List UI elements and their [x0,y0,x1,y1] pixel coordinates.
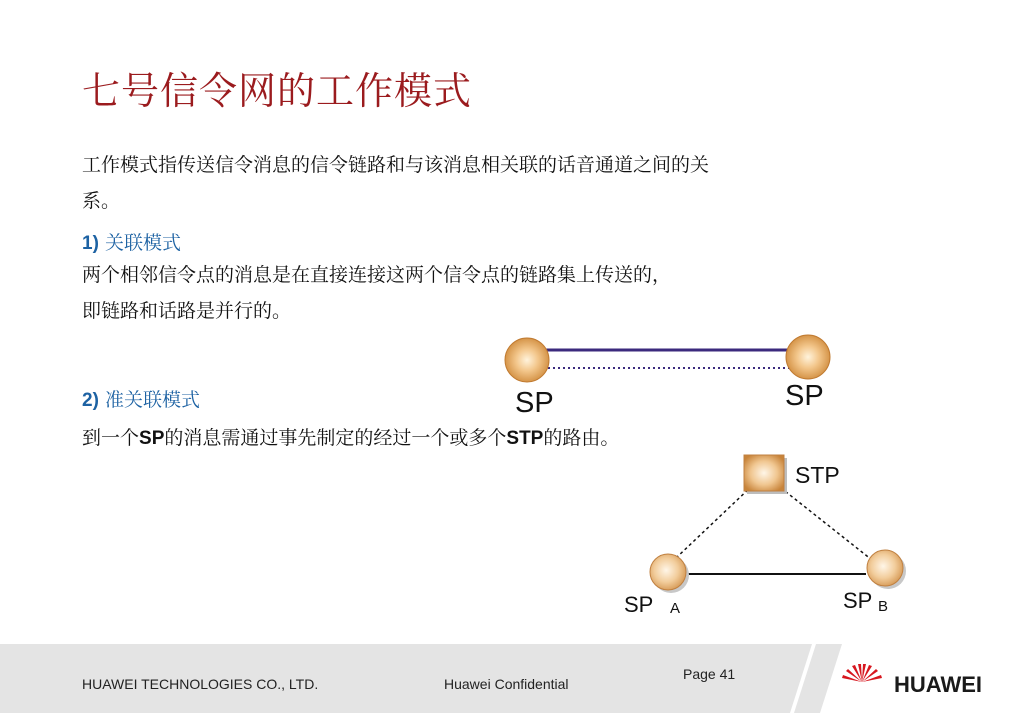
quasi-associated-diagram [650,455,906,593]
link-stp-spb [776,484,872,560]
spa-label: SP [624,592,654,617]
mode1-number: 1) [82,233,99,254]
link-spa-stp [676,484,754,558]
mode1-desc-line-2: 即链路和话路是并行的。 [82,300,292,322]
mode2-desc-part: 到一个 [82,427,140,449]
mode2-label: 准关联模式 [104,389,200,411]
page-title: 七号信令网的工作模式 [82,69,473,113]
sp-node-right [786,335,830,379]
spb-node [867,550,903,586]
associated-mode-diagram [505,335,830,382]
footer-slash-1 [790,644,816,713]
stp-node [744,455,784,491]
spb-label: SP [843,588,873,613]
mode2-desc-stp: STP [506,428,544,449]
mode1-desc-line-1: 两个相邻信令点的消息是在直接连接这两个信令点的链路集上传送的， [82,264,672,286]
huawei-brand-text: HUAWEI [894,672,982,697]
footer-page-number: Page 41 [683,666,736,682]
mode2-desc-part: 的路由。 [543,427,620,449]
sp-label-right: SP [785,380,824,412]
spa-subscript: A [670,600,681,617]
sp-label-left: SP [515,387,554,419]
stp-label: STP [795,462,840,488]
footer-confidential: Huawei Confidential [444,676,569,692]
mode1-label: 关联模式 [104,232,181,254]
sp-node-left [505,338,549,382]
mode2-desc-sp: SP [139,428,165,449]
intro-line-1: 工作模式指传送信令消息的信令链路和与该消息相关联的话音通道之间的关 [82,154,710,176]
footer-company: HUAWEI TECHNOLOGIES CO., LTD. [82,676,319,692]
mode2-number: 2) [82,390,99,411]
spa-node [650,554,686,590]
intro-line-2: 系。 [82,190,121,212]
spb-subscript: B [878,598,889,615]
mode2-desc-part: 的消息需通过事先制定的经过一个或多个 [164,427,507,449]
